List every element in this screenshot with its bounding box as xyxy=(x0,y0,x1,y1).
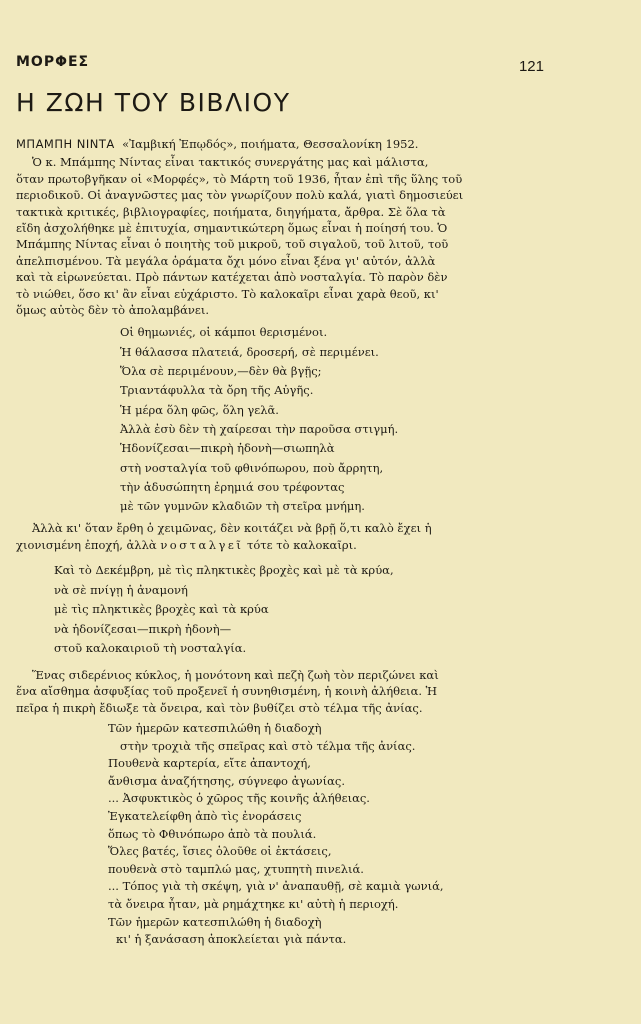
review-book-info: «Ἰαμβική Ἐπῳδός», ποιήματα, Θεσσαλονίκη 1952. xyxy=(122,137,419,151)
verse-quote-1 xyxy=(16,323,561,516)
verse-line: πουθενὰ στὸ ταμπλώ μας, χτυπητὴ πινελιά. xyxy=(108,861,364,876)
running-head: ΜΟΡΦΕΣ xyxy=(16,54,90,70)
text-line: Ἕνας σιδερένιος κύκλος, ἡ μονότονη καὶ πεζὴ ζωὴ τὸν περιζώνει καὶ xyxy=(32,667,439,682)
text-line: τὸ νιώθει, ὅσο κι' ἂν εἶναι εὐχάριστο. Τὸ καλοκαῖρι εἶναι χαρὰ θεοῦ, κι' xyxy=(16,286,439,301)
text-line: πεῖρα ἡ πικρὴ ἔδιωξε τὰ ὄνειρα, καὶ τὸν βυθίζει στὸ τέλμα τῆς ἀνίας. xyxy=(16,700,423,715)
verse-line: Ἡδονίζεσαι—πικρὴ ἡδονὴ—σιωπηλὰ xyxy=(120,441,335,456)
verse-line: ... Τόπος γιὰ τὴ σκέψη, γιὰ ν' ἀναπαυθῇ, σὲ καμιὰ γωνιά, xyxy=(108,879,444,894)
review-body xyxy=(16,136,561,951)
verse-line: Τῶν ἡμερῶν κατεσπιλώθη ἡ διαδοχὴ xyxy=(108,914,322,929)
paragraph-2 xyxy=(16,520,561,553)
verse-line: ἄνθισμα ἀναζήτησης, σύγνεφο ἀγωνίας. xyxy=(108,773,345,788)
verse-line: Ἡ μέρα ὅλη φῶς, ὅλη γελᾶ. xyxy=(120,402,279,417)
verse-line: Ὅλες βατές, ἴσιες ὁλοῦθε οἱ ἐκτάσεις, xyxy=(108,844,332,859)
verse-line: στὴ νοσταλγία τοῦ φθινόπωρου, ποὺ ἄρρητη, xyxy=(120,460,384,475)
text-line: περιοδικοῦ. Οἱ ἀναγνῶστες μας τὸν γνωρίζουν πολὺ καλά, γιατὶ δημοσιεύει xyxy=(16,188,464,203)
verse-line: νὰ σὲ πνίγῃ ἡ ἀναμονή xyxy=(54,582,188,597)
verse-line: μὲ τὶς πληκτικὲς βροχὲς καὶ τὰ κρύα xyxy=(54,602,269,617)
verse-line: Ἐγκατελείφθη ἀπὸ τὶς ἐνοράσεις xyxy=(108,808,302,823)
verse-quote-3 xyxy=(16,720,561,949)
verse-line: Ὅλα σὲ περιμένουν,—δὲν θὰ βγῇς; xyxy=(120,364,322,379)
text-line: Μπάμπης Νίντας εἶναι ὁ ποιητὴς τοῦ μικροῦ, τοῦ σιγαλοῦ, τοῦ λιτοῦ, τοῦ xyxy=(16,237,449,252)
verse-line: στὴν τροχιὰ τῆς σπεῖρας καὶ στὸ τέλμα τῆς ἀνίας. xyxy=(120,738,416,753)
verse-line: κι' ἡ ξανάσαση ἀποκλείεται γιὰ πάντα. xyxy=(116,932,347,947)
text-fragment: χιονισμένη ἐποχή, ἀλλὰ xyxy=(16,537,157,552)
text-line: ἕνα αἴσθημα ἀσφυξίας τοῦ προξενεῖ ἡ συνηθισμένη, ἡ κοινὴ ἀλήθεια. Ἡ xyxy=(16,684,438,699)
text-line: εἴδη ἀσχολήθηκε μὲ ἐπιτυχία, σημαντικώτερη ὅμως εἶναι ἡ ποίησή του. Ὁ xyxy=(16,221,448,236)
text-fragment: τότε τὸ καλοκαῖρι. xyxy=(247,537,357,552)
verse-line: Τῶν ἡμερῶν κατεσπιλώθη ἡ διαδοχὴ xyxy=(108,720,322,735)
verse-line: τὴν ἀδυσώπητη ἐρημιά σου τρέφοντας xyxy=(120,479,345,494)
text-line: ὅταν πρωτοβγῆκαν οἱ «Μορφές», τὸ Μάρτη τοῦ 1936, ἦταν ἐπὶ τῆς ὕλης τοῦ xyxy=(16,171,463,186)
text-line xyxy=(16,537,561,553)
text-line: ἀπελπισμένου. Τὰ μεγάλα ὁράματα ὄχι μόνο εἶναι ξένα γι' αὐτόν, ἀλλὰ xyxy=(16,253,436,268)
paragraph-1 xyxy=(16,154,561,318)
verse-line: Ἡ θάλασσα πλατειά, δροσερή, σὲ περιμένει. xyxy=(120,344,379,359)
verse-line: Οἱ θημωνιές, οἱ κάμποι θερισμένοι. xyxy=(120,325,328,340)
text-line: τακτικὰ κριτικές, βιβλιογραφίες, ποιήματα, διηγήματα, ἄρθρα. Σὲ ὅλα τὰ xyxy=(16,204,446,219)
review-author: ΜΠΑΜΠΗ ΝΙΝΤΑ xyxy=(16,137,115,151)
verse-line: στοῦ καλοκαιριοῦ τὴ νοσταλγία. xyxy=(54,641,247,656)
text-line: Ἀλλὰ κι' ὅταν ἔρθη ὁ χειμῶνας, δὲν κοιτάζει νὰ βρῇ ὅ,τι καλὸ ἔχει ἡ xyxy=(32,521,432,536)
section-title: Η ΖΩΗ ΤΟΥ ΒΙΒΛΙΟΥ xyxy=(16,88,291,117)
verse-line: Καὶ τὸ Δεκέμβρη, μὲ τὶς πληκτικὲς βροχὲς καὶ μὲ τὰ κρύα, xyxy=(54,563,394,578)
text-line: Ὁ κ. Μπάμπης Νίντας εἶναι τακτικός συνεργάτης μας καὶ μάλιστα, xyxy=(32,155,429,170)
verse-line: ... Ἀσφυκτικὸς ὁ χῶρος τῆς κοινῆς ἀλήθειας. xyxy=(108,791,370,806)
review-header xyxy=(16,136,561,152)
text-line: καὶ τὰ εἰρωνεύεται. Πρὸ πάντων κατέχεται ἀπὸ νοσταλγία. Τὸ παρὸν δὲν xyxy=(16,270,448,285)
verse-line: Πουθενὰ καρτερία, εἴτε ἀπαντοχή, xyxy=(108,756,311,771)
verse-line: μὲ τῶν γυμνῶν κλαδιῶν τὴ στεῖρα μνήμη. xyxy=(120,499,365,514)
text-line: ὅμως αὐτὸς δὲν τὸ ἀπολαμβάνει. xyxy=(16,303,209,318)
verse-line: νὰ ἡδονίζεσαι—πικρὴ ἡδονὴ— xyxy=(54,621,232,636)
verse-quote-2 xyxy=(16,561,561,659)
verse-line: τὰ ὄνειρα ἦταν, μὰ ρημάχτηκε κι' αὐτὴ ἡ περιοχή. xyxy=(108,896,399,911)
page-number: 121 xyxy=(518,58,544,75)
verse-line: Ἀλλὰ ἐσὺ δὲν τὴ χαίρεσαι τὴν παροῦσα στιγμή. xyxy=(120,421,399,436)
verse-line: ὅπως τὸ Φθινόπωρο ἀπὸ τὰ πουλιά. xyxy=(108,826,317,841)
paragraph-3 xyxy=(16,667,561,716)
emphasized-word: νοσταλγεῖ xyxy=(160,537,244,552)
verse-line: Τριαντάφυλλα τὰ ὄρη τῆς Αὐγῆς. xyxy=(120,383,314,398)
